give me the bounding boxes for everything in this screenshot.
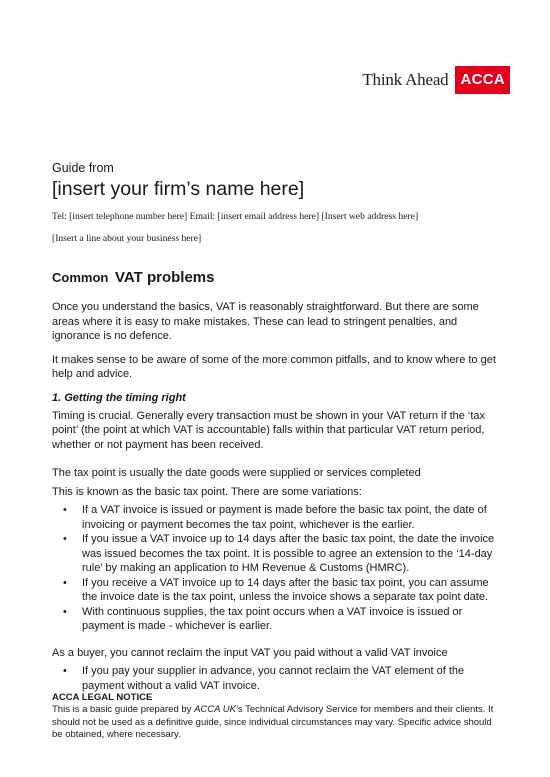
brand-tagline: Think Ahead	[362, 70, 449, 89]
legal-text-italic: ACCA UK	[194, 704, 236, 715]
legal-text-part-2: ’s Technical Advisory Service for members and their clients. It should not be used as a definitive guide, since individual circumstances may vary. Specific advice should be obtained, where necessary.	[52, 704, 494, 740]
bullet-icon: •	[63, 576, 67, 589]
basic-tax-point-text: This is known as the basic tax point. There are some variations:	[52, 485, 362, 498]
list-item-text: If you pay your supplier in advance, you cannot reclaim the VAT element of the payment without a valid VAT invoice.	[82, 665, 465, 692]
bullet-icon: •	[63, 605, 67, 618]
legal-notice-text	[52, 704, 504, 742]
list-item	[62, 605, 502, 634]
section-title-word2: VAT problems	[115, 269, 215, 286]
intro-paragraph-1: Once you understand the basics, VAT is reasonably straightforward. But there are some areas where it is easy to make mistakes. These can lead to stringent penalties, and ignorance is no defence.	[52, 301, 479, 342]
list-item	[62, 532, 502, 576]
buyer-bullet-list	[52, 664, 502, 693]
acca-logo: ACCA	[455, 66, 510, 94]
list-item-text: If you issue a VAT invoice up to 14 days after the basic tax point, the date the invoice was issued becomes the tax point. It is possible to agree an extension to the ‘14-day rule’ by making an application to HM Revenue & Customs (HMRC).	[82, 533, 495, 574]
tax-point-lead: The tax point is usually the date goods were supplied or services completed	[52, 467, 421, 479]
tax-point-bullet-list	[52, 503, 502, 634]
timing-paragraph: Timing is crucial. Generally every transaction must be shown in your VAT return if the ‘tax point’ (the point at which VAT is accountable) falls within that particular VAT return period, whether or not payment has been received.	[52, 409, 486, 451]
section-title-word1: Common	[52, 270, 109, 285]
list-item-text: If you receive a VAT invoice up to 14 days after the basic tax point, you can assume the invoice date is the tax point, unless the invoice shows a separate tax point date.	[82, 576, 489, 603]
legal-text-part-1: This is a basic guide prepared by	[52, 704, 195, 715]
main-content	[52, 160, 502, 701]
contact-line: Tel: [insert telephone number here] Email: [insert email address here] [Insert web address here]	[52, 211, 419, 222]
intro-paragraph-2: It makes sense to be aware of some of the more common pitfalls, and to know where to get help and advice.	[52, 353, 496, 380]
legal-notice-title: ACCA LEGAL NOTICE	[52, 692, 153, 703]
buyer-lead: As a buyer, you cannot reclaim the input VAT you paid without a valid VAT invoice	[52, 646, 448, 659]
list-item	[62, 576, 502, 605]
section-title	[52, 265, 502, 288]
list-item	[62, 664, 502, 693]
firm-name-placeholder: [insert your firm’s name here]	[52, 178, 305, 200]
brand-header	[362, 66, 510, 94]
business-line: [Insert a line about your business here]	[52, 233, 202, 244]
timing-heading: 1. Getting the timing right	[52, 391, 186, 404]
bullet-icon: •	[63, 665, 67, 677]
guide-from-label: Guide from	[52, 161, 114, 175]
bullet-icon: •	[63, 504, 67, 516]
list-item-text: With continuous supplies, the tax point occurs when a VAT invoice is issued or payment is made - whichever is earlier.	[82, 605, 463, 632]
legal-notice	[52, 692, 504, 742]
bullet-icon: •	[63, 533, 67, 545]
list-item	[62, 503, 502, 532]
list-item-text: If a VAT invoice is issued or payment is made before the basic tax point, the date of invoicing or payment becomes the tax point, whichever is the earlier.	[82, 504, 487, 531]
